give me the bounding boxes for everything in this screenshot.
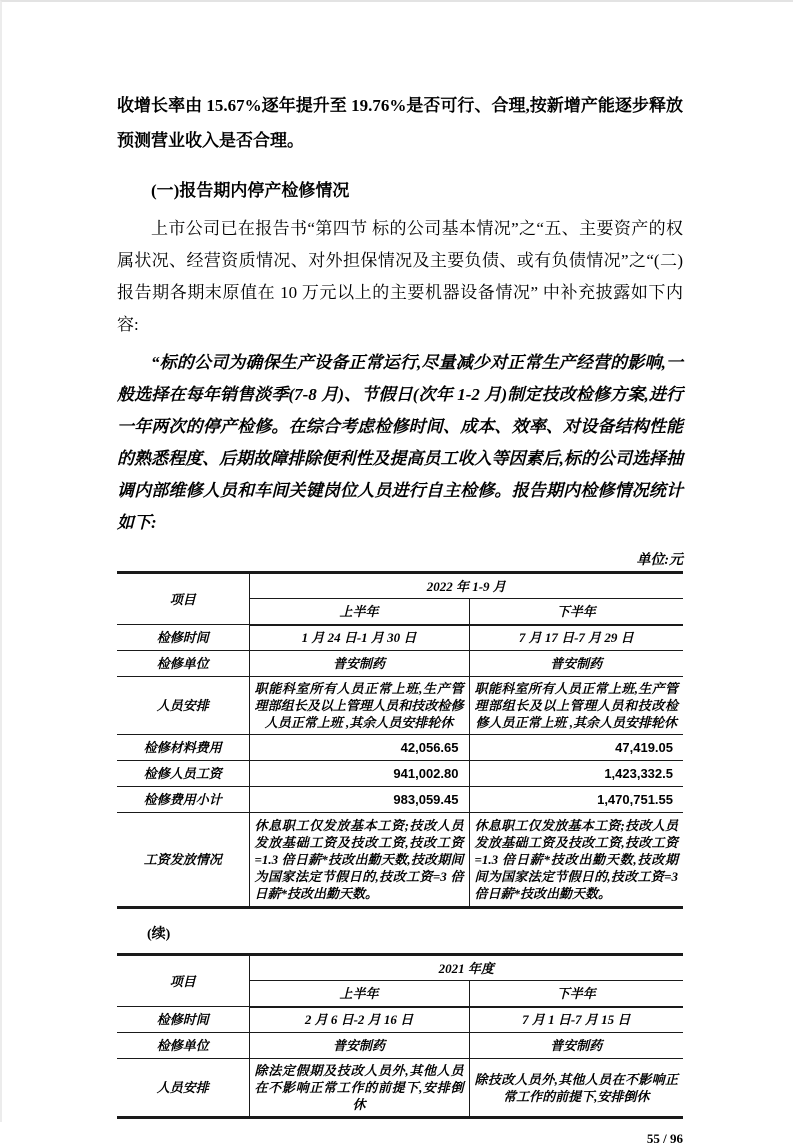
header-second-half: 下半年 bbox=[469, 981, 683, 1007]
header-second-half: 下半年 bbox=[469, 599, 683, 625]
cell-first-half: 普安制药 bbox=[249, 651, 469, 677]
row-label: 检修人员工资 bbox=[117, 761, 249, 787]
row-label: 检修单位 bbox=[117, 651, 249, 677]
overhaul-table-2021 bbox=[117, 953, 683, 1119]
row-label: 人员安排 bbox=[117, 677, 249, 735]
paragraph-revenue-growth: 收增长率由 15.67%逐年提升至 19.76%是否可行、合理,按新增产能逐步释放预测营业收入是否合理。 bbox=[117, 96, 683, 150]
cell-second-half: 7 月 1 日-7 月 15 日 bbox=[469, 1007, 683, 1033]
row-label: 工资发放情况 bbox=[143, 852, 222, 867]
page-content bbox=[117, 88, 683, 1147]
table-row-overhaul-time bbox=[117, 1007, 683, 1033]
table-row-wage-policy bbox=[117, 813, 683, 908]
cell-first-half: 42,056.65 bbox=[249, 735, 469, 761]
row-label: 检修单位 bbox=[117, 1033, 249, 1059]
overhaul-table-2022 bbox=[117, 571, 683, 909]
paragraph-overhaul-description: “标的公司为确保生产设备正常运行,尽量减少对正常生产经营的影响,一般选择在每年销售淡季(7-8 月)、节假日(次年 1-2 月)制定技改检修方案,进行一年两次的停产检修。在综合考虑检修时间、成本、效率、对设备结构性能的熟悉程度、后期故障排除便利性及提高员工收入等因素后,标的公司选择抽调内部维修人员和车间关键岗位人员进行自主检修。报告期内检修情况统计如下: bbox=[117, 353, 683, 532]
cell-second-half: 1,470,751.55 bbox=[469, 787, 683, 813]
cell-second-half: 休息职工仅发放基本工资;技改人员发放基础工资及技改工资,技改工资=1.3 倍日薪*技改出勤天数,技改期间为国家法定节假日的,技改工资=3 倍日薪*技改出勤天数。 bbox=[469, 813, 683, 908]
cell-second-half: 职能科室所有人员正常上班,生产管理部组长及以上管理人员和技改检修人员正常上班 ,其余人员安排轮休 bbox=[469, 677, 683, 735]
header-period-2021: 2021 年度 bbox=[249, 955, 683, 981]
header-item: 项目 bbox=[117, 955, 249, 1007]
continued-label: (续) bbox=[147, 927, 171, 942]
cell-first-half: 2 月 6 日-2 月 16 日 bbox=[249, 1007, 469, 1033]
row-label: 检修时间 bbox=[117, 1007, 249, 1033]
cell-second-half: 普安制药 bbox=[469, 651, 683, 677]
table-row-personnel bbox=[117, 1059, 683, 1118]
page-number: 55 / 96 bbox=[646, 1131, 683, 1146]
cell-second-half: 7 月 17 日-7 月 29 日 bbox=[469, 625, 683, 651]
cell-second-half: 除技改人员外,其他人员在不影响正常工作的前提下,安排倒休 bbox=[469, 1059, 683, 1118]
header-period-2022: 2022 年 1-9 月 bbox=[249, 573, 683, 599]
cell-second-half: 普安制药 bbox=[469, 1033, 683, 1059]
table-header-row-period bbox=[117, 955, 683, 981]
unit-label: 单位:元 bbox=[636, 553, 683, 568]
cell-second-half: 47,419.05 bbox=[469, 735, 683, 761]
row-label: 检修时间 bbox=[117, 625, 249, 651]
section-heading-overhaul: (一)报告期内停产检修情况 bbox=[151, 181, 350, 200]
cell-first-half: 983,059.45 bbox=[249, 787, 469, 813]
table-row-material-cost bbox=[117, 735, 683, 761]
cell-first-half: 休息职工仅发放基本工资;技改人员发放基础工资及技改工资,技改工资=1.3 倍日薪*技改出勤天数,技改期间为国家法定节假日的,技改工资=3 倍日薪*技改出勤天数。 bbox=[249, 813, 469, 908]
header-first-half: 上半年 bbox=[249, 599, 469, 625]
table-row-wages bbox=[117, 761, 683, 787]
cell-second-half: 1,423,332.5 bbox=[469, 761, 683, 787]
cell-first-half: 1 月 24 日-1 月 30 日 bbox=[249, 625, 469, 651]
table-row-overhaul-time bbox=[117, 625, 683, 651]
table-row-overhaul-unit bbox=[117, 1033, 683, 1059]
paragraph-disclosure-reference: 上市公司已在报告书“第四节 标的公司基本情况”之“五、主要资产的权属状况、经营资质情况、对外担保情况及主要负债、或有负债情况”之“(二)报告期各期末原值在 10 万元以上的主要机器设备情况” 中补充披露如下内容: bbox=[117, 219, 683, 334]
cell-first-half: 941,002.80 bbox=[249, 761, 469, 787]
row-label: 检修费用小计 bbox=[117, 787, 249, 813]
table-header-row-period bbox=[117, 573, 683, 599]
header-first-half: 上半年 bbox=[249, 981, 469, 1007]
table-row-subtotal bbox=[117, 787, 683, 813]
cell-first-half: 职能科室所有人员正常上班,生产管理部组长及以上管理人员和技改检修人员正常上班 ,其余人员安排轮休 bbox=[249, 677, 469, 735]
cell-first-half: 除法定假期及技改人员外,其他人员在不影响正常工作的前提下,安排倒休 bbox=[249, 1059, 469, 1118]
cell-first-half: 普安制药 bbox=[249, 1033, 469, 1059]
table-row-personnel bbox=[117, 677, 683, 735]
header-item: 项目 bbox=[117, 573, 249, 625]
document-page bbox=[2, 2, 793, 1147]
row-label: 人员安排 bbox=[156, 1080, 209, 1095]
row-label: 检修材料费用 bbox=[117, 735, 249, 761]
table-row-overhaul-unit bbox=[117, 651, 683, 677]
